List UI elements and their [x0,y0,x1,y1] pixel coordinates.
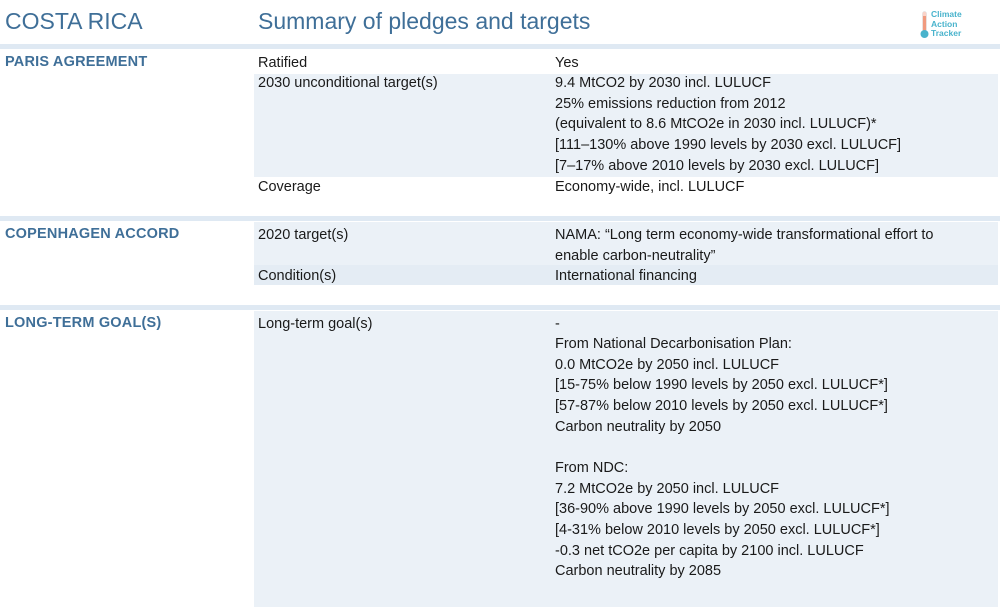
row-value: International financing [555,268,697,284]
row-label: Condition(s) [258,268,337,284]
climate-action-tracker-logo [918,10,988,40]
section-rule [0,216,1000,221]
country-name: COSTA RICA [5,8,143,34]
row-value-line: [4-31% below 2010 levels by 2050 excl. LULUCF*] [555,522,880,538]
section-rule [0,44,1000,49]
row-value-line: 25% emissions reduction from 2012 [555,96,786,112]
row-value-line: -0.3 net tCO2e per capita by 2100 incl. LULUCF [555,543,864,559]
row-value-line: (equivalent to 8.6 MtCO2e in 2030 incl. LULUCF)* [555,116,877,132]
row-value-line: - [555,316,560,332]
row-value-line: Carbon neutrality by 2085 [555,563,722,579]
logo-text [931,10,962,39]
row-value-line: NAMA: “Long term economy-wide transformational effort to [555,227,934,243]
row-label: Coverage [258,179,321,195]
thermometer-icon [920,11,929,39]
row-value-line: [15-75% below 1990 levels by 2050 excl. LULUCF*] [555,377,888,393]
page-title: Summary of pledges and targets [258,8,591,34]
section-title-copenhagen: COPENHAGEN ACCORD [5,226,180,242]
row-value-line: From National Decarbonisation Plan: [555,336,792,352]
row-label: 2020 target(s) [258,227,349,243]
row-value-line: 7.2 MtCO2e by 2050 incl. LULUCF [555,481,780,497]
row-value-line: [111–130% above 1990 levels by 2030 excl. LULUCF] [555,137,902,153]
row-value-line: 0.0 MtCO2e by 2050 incl. LULUCF [555,357,780,373]
row-value-line: enable carbon-neutrality” [555,248,716,264]
section-title-longterm: LONG-TERM GOAL(S) [5,315,162,331]
row-value-line: From NDC: [555,460,629,476]
row-label: 2030 unconditional target(s) [258,75,438,91]
row-value: Yes [555,55,579,71]
section-title-paris: PARIS AGREEMENT [5,54,148,70]
row-value-line: [57-87% below 2010 levels by 2050 excl. LULUCF*] [555,398,888,414]
logo-line: Action [931,18,958,29]
row-value-line: Carbon neutrality by 2050 [555,419,722,435]
row-value: Economy-wide, incl. LULUCF [555,179,745,195]
row-value-line: [36-90% above 1990 levels by 2050 excl. LULUCF*] [555,501,890,517]
row-label: Ratified [258,55,308,71]
logo-line: Tracker [931,28,962,38]
row-value-line: [7–17% above 2010 levels by 2030 excl. LULUCF] [555,158,880,174]
row-label: Long-term goal(s) [258,316,373,332]
row-value-line: 9.4 MtCO2 by 2030 incl. LULUCF [555,75,771,91]
page-header [0,0,1000,44]
section-rule [0,305,1000,310]
logo-line: Climate [931,9,962,19]
